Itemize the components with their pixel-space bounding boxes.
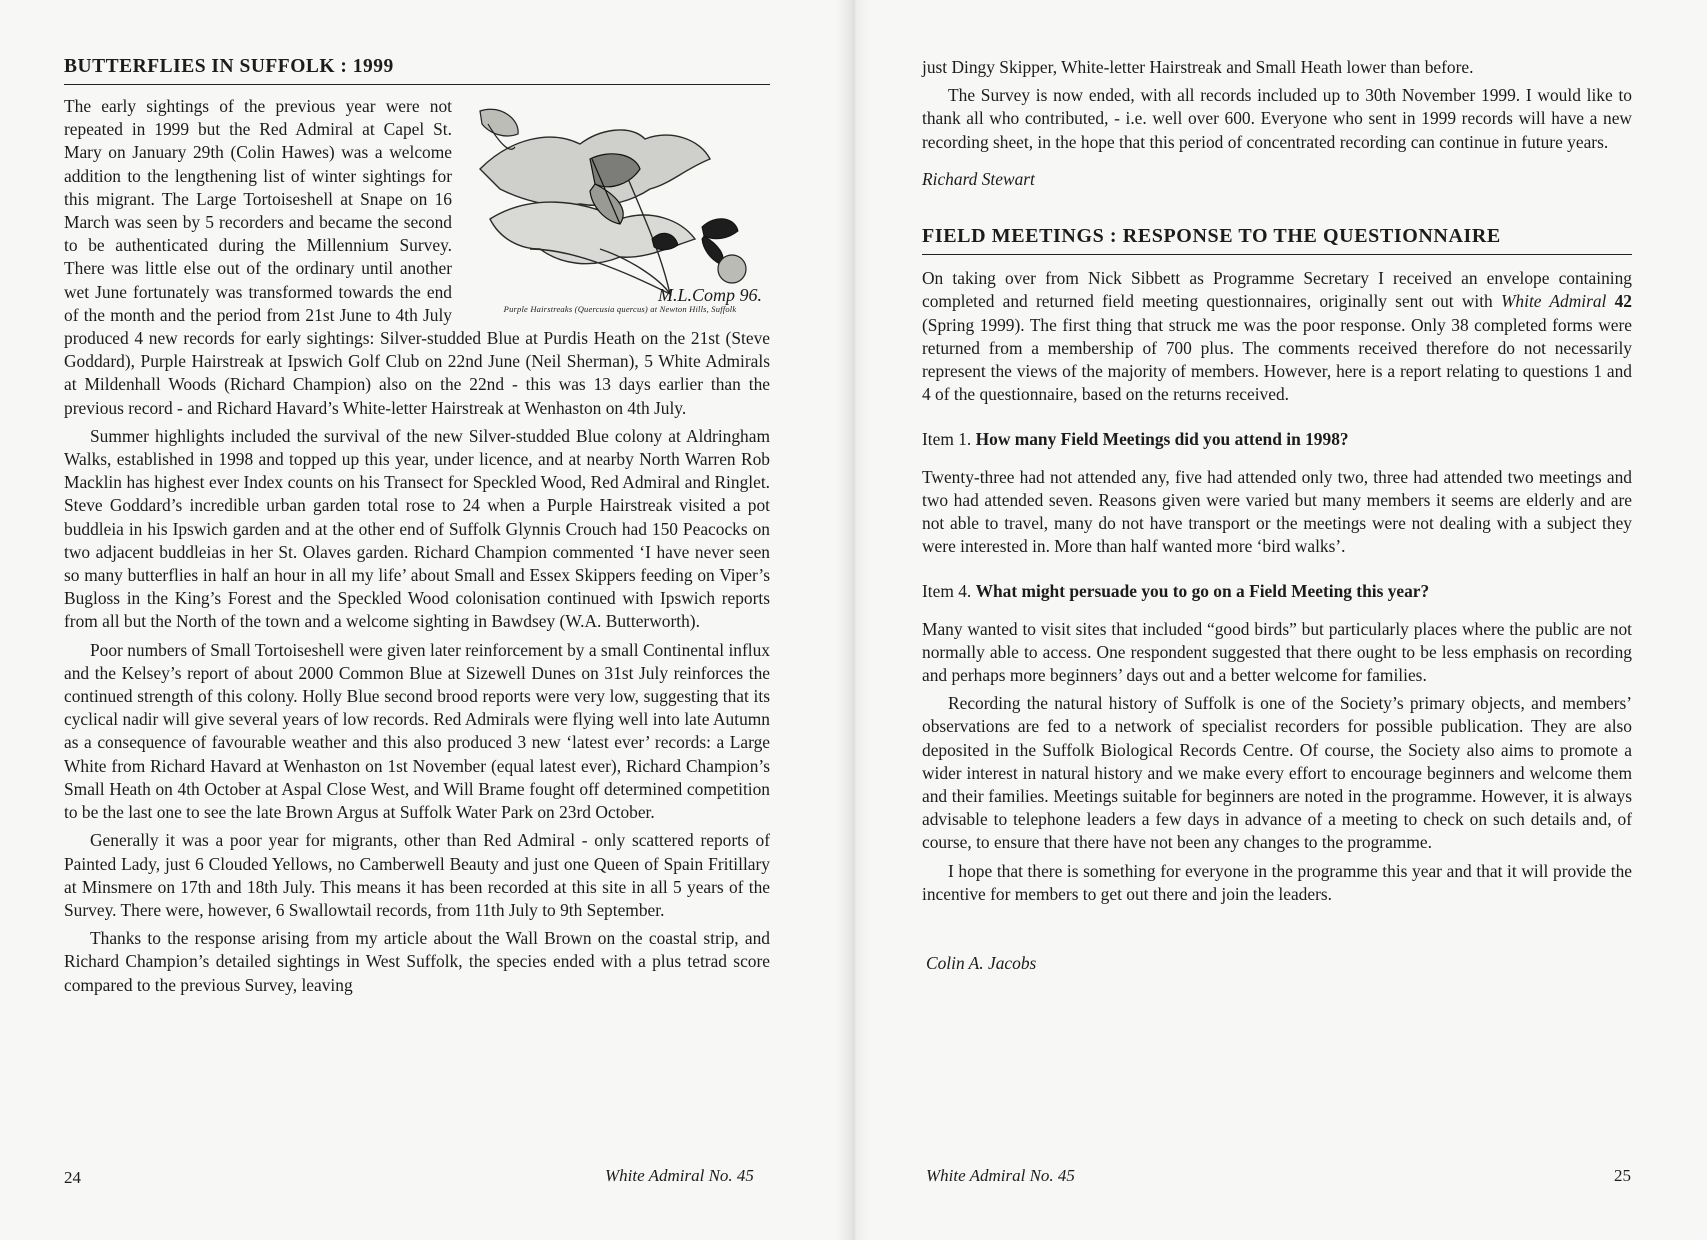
- issue-number: 42: [1614, 291, 1632, 312]
- paragraph: Summer highlights included the survival of the new Silver-studded Blue colony at Aldringham Walks, established in 1998 and topped up this year, under licence, and at nearby North Warren Rob Macklin has highest ever Index counts on his Transect for Speckled Wood, Red Admiral and Ringlet. Steve Goddard’s incredible urban garden total rose to 24 when a Purple Hairstreak visited a pot buddleia in his Ipswich garden and at the other end of Suffolk Glynnis Crouch had 150 Peacocks on two adjacent buddleias in her St. Olaves garden. Richard Champion commented ‘I have never seen so many butterflies in half an hour in all my life’ about Small and Essex Skippers feeding on Viper’s Bugloss in the King’s Forest and the Speckled Wood colonisation continued with Ipswich reports from all but the North of the town and a welcome sighting in Bawdsey (W.A. Butterworth).: [64, 425, 770, 632]
- intro-text-after: (Spring 1999). The first thing that struck me was the poor response. Only 38 completed forms were returned from a membership of 700 plus. The comments received therefore do not necessarily represent the views of the majority of members. However, here is a report relating to questions 1 and 4 of the questionnaire, based on the returns received.: [922, 314, 1632, 405]
- butterfly-illustration: [470, 99, 770, 321]
- continued-text: just Dingy Skipper, White-letter Hairstreak and Small Heath lower than before.: [922, 57, 1474, 77]
- author-signature: Colin A. Jacobs: [926, 953, 1037, 974]
- author-signature: Richard Stewart: [922, 168, 1035, 189]
- left-page: [0, 0, 850, 1240]
- running-footer: White Admiral No. 45: [926, 1166, 1075, 1185]
- item-question: What might persuade you to go on a Field Meeting this year?: [975, 581, 1430, 602]
- question-item-1: [922, 428, 1632, 451]
- paragraph: Poor numbers of Small Tortoiseshell were given later reinforcement by a small Continental influx and the Kelsey’s report of about 2000 Common Blue at Sizewell Dunes on 31st July reinforces the continued strength of this colony. Holly Blue second brood reports were very low, suggesting that its cyclical nadir will give several years of low records. Red Admirals were flying well into late Autumn as a consequence of favourable weather and this also produced 3 new ‘latest ever’ records: a Large White from Richard Havard at Wenhaston on 1st November (equal latest ever), Richard Champion’s Small Heath on 4th October at Aspal Close West, and Will Brame fought off determined competition to be the last one to see the late Brown Argus at Suffolk Water Park on 23rd October.: [64, 639, 770, 823]
- article-body: [64, 95, 770, 997]
- book-gutter-shadow: [836, 0, 870, 1240]
- left-article: [64, 56, 770, 1002]
- paragraph: Thanks to the response arising from my article about the Wall Brown on the coastal strip, and Richard Champion’s detailed sightings in West Suffolk, the species ended with a plus tetrad score compared to the previous Survey, leaving: [64, 928, 770, 995]
- page-number: 25: [1614, 1166, 1631, 1185]
- item-label: Item 1.: [922, 429, 972, 450]
- intro-paragraph: [922, 267, 1632, 406]
- paragraph: The Survey is now ended, with all records included up to 30th November 1999. I would like to thank all who contributed, - i.e. well over 600. Everyone who sent in 1999 records will have a new recording sheet, in the hope that this period of concentrated recording can continue in future years.: [922, 85, 1632, 152]
- question-item-4: [922, 580, 1632, 603]
- item-label: Item 4.: [922, 581, 972, 602]
- item-question: How many Field Meetings did you attend in 1998?: [975, 429, 1349, 450]
- paragraph: Generally it was a poor year for migrants, other than Red Admiral - only scattered reports of Painted Lady, just 6 Clouded Yellows, no Camberwell Beauty and just one Queen of Spain Fritillary at Minsmere on 17th and 18th July. This means it has been recorded at this site in all 5 years of the Survey. There were, however, 6 Swallowtail records, from 11th July to 9th September.: [64, 830, 770, 920]
- paragraph: I hope that there is something for everyone in the programme this year and that it will provide the incentive for members to get out there and join the leaders.: [922, 860, 1632, 904]
- illustration-caption: Purple Hairstreaks (Quercusia quercus) at Newton Hills, Suffolk: [503, 303, 737, 314]
- right-article: [922, 56, 1632, 975]
- oak-leaves-butterflies-drawing: [470, 99, 770, 304]
- paragraph: Recording the natural history of Suffolk is one of the Society’s primary objects, and members’ observations are fed to a network of specialist recorders for possible publication. They are also deposited in the Suffolk Biological Records Centre. Of course, the Society also aims to promote a wider interest in natural history and we make every effort to encourage beginners and welcome them and their families. Meetings suitable for beginners are noted in the programme. However, it is always advisable to telephone leaders a few days in advance of a meeting to check on such details and, of course, to ensure that there have not been any changes to the programme.: [922, 693, 1632, 853]
- running-footer: White Admiral No. 45: [605, 1166, 754, 1185]
- article-title: FIELD MEETINGS : RESPONSE TO THE QUESTIONNAIRE: [922, 225, 1632, 255]
- paragraph: Many wanted to visit sites that included “good birds” but particularly places where the public are not normally able to access. One respondent suggested that there ought to be less emphasis on recording and perhaps more beginners’ days out and a better welcome for families.: [922, 618, 1632, 686]
- page-number: 24: [64, 1168, 81, 1187]
- article-title: BUTTERFLIES IN SUFFOLK : 1999: [64, 56, 770, 85]
- magazine-title: White Admiral: [1500, 291, 1607, 312]
- item-answer: Twenty-three had not attended any, five had attended only two, three had attended two meetings and two had attended seven. Reasons given were varied but many members it seems are elderly and are not able to travel, many do not have transport or the meetings were not dealing with a subject they were interested in. More than half wanted more ‘bird walks’.: [922, 466, 1632, 557]
- intro-text-before: On taking over from Nick Sibbett as Programme Secretary I received an envelope containing completed and returned field meeting questionnaires, originally sent out with: [922, 268, 1632, 312]
- paragraph: The early sightings of the previous year were not repeated in 1999 but the Red Admiral at Capel St. Mary on January 29th (Colin Hawes) was a welcome addition to the lengthening list of winter sightings for this migrant. The Large Tortoiseshell at Snape on 16 March was seen by 5 recorders and became the second to be authenticated during the Millennium Survey. There was little else out of the ordinary until another wet June fortunately was transformed towards the end of the month and the period from 21st June to 4th July produced 4 new records for early sightings: Silver-studded Blue at Purdis Heath on the 21st (Steve Goddard), Purple Hairstreak at Ipswich Golf Club on 22nd June (Neil Sherman), 5 White Admirals at Mildenhall Woods (Richard Champion) also on the 22nd - this was 13 days earlier than the previous record - and Richard Havard’s White-letter Hairstreak at Wenhaston on 4th July.: [64, 96, 770, 418]
- artist-signature: M.L.Comp 96.: [657, 284, 762, 305]
